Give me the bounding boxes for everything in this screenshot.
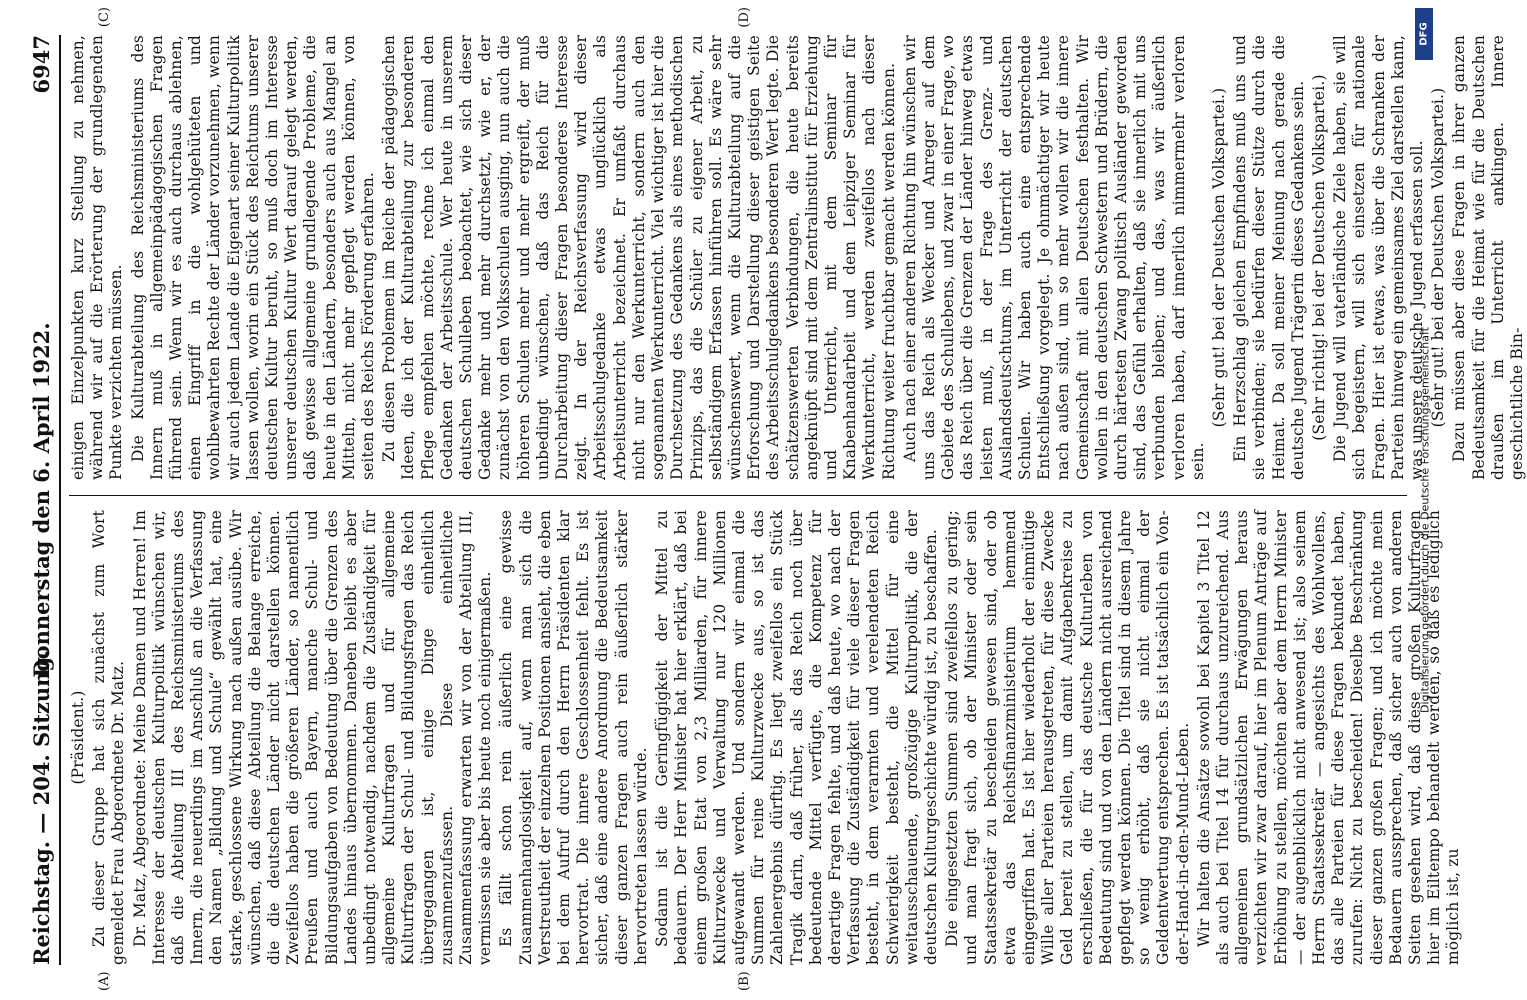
margin-marker-d: (D)	[737, 7, 752, 28]
paragraph: Die Kulturabteilung des Reichsministeriums des Innern muß in allgemeinpädagogischen Fragen führend sein. Wenn wir es auch durchaus ablehnen, einen Eingriff in die wohlgehüteten und wohlbewahrten Rechte der Länder vorzunehmen, wenn wir auch jedem Lande die Eigenart seiner Kulturpolitik lassen wollen, worin ein Stück des Reichtums unserer deutschen Kultur beruht, so muß doch im Interesse unserer deutschen Kultur Wert darauf gelegt werden, daß gewisse allgemeine grundlegende Probleme, die heute in den Ländern, besonders auch aus Mangel an Mitteln, nicht mehr gepflegt werden können, von seiten des Reichs Förderung erfahren.	[128, 35, 378, 480]
funding-note	[1418, 70, 1432, 970]
margin-marker-b: (B)	[737, 971, 752, 991]
funding-note-text: Digitalisierung gefördert durch die Deutsche Forschungsgemeinschaft	[1418, 327, 1432, 713]
paragraph: Zu diesen Problemen im Reiche der pädagogischen Ideen, die ich der Kulturabteilung zur besonderen Pflege empfehlen möchte, rechne ich einmal den Gedanken der Arbeitsschule. Wer heute in unserem deutschen Schulleben beobachtet, wie sich dieser Gedanke mehr und mehr durchsetzt, wie er, der zunächst von den Volksschulen ausging, nun auch die höheren Schulen mehr und mehr ergreift, der muß unbedingt wünschen, daß das Reich für die Durcharbeitung dieser Fragen besonderes Interesse zeigt. In der Reichsverfassung wird dieser Arbeitsschulgedanke etwas unglücklich als Arbeitsunterricht bezeichnet. Er umfaßt durchaus nicht nur den Werkunterricht, sondern auch den sogenannten Werkunterricht. Viel wichtiger ist hier die Durchsetzung des Gedankens als eines methodischen Prinzips, das die Schüler zu eigener Arbeit, zu selbständigem Erfassen hinführen soll. Es wäre sehr wünschenswert, wenn die Kulturabteilung auf die Erforschung und Darstellung dieser geistigen Seite des Arbeitsschulgedankens besonderen Wert legte. Die schätzenswerten Verbindungen, die heute bereits angeknüpft sind mit dem Zentralinstitut für Erziehung und Unterricht, mit dem Seminar für Knabenhandarbeit und dem Leipziger Seminar für Werkunterricht, werden zweifellos nach dieser Richtung weiter fruchtbar gemacht werden können.	[380, 35, 898, 480]
paragraph: Es fällt schon rein äußerlich eine gewisse Zusammenhanglosigkeit auf, wenn man sich die Verstreutheit der einzelnen Positionen ansieht, die eben bei dem Aufruf durch den Herrn Präsidenten klar hervortrat. Die innere Geschlossenheit fehlt. Es ist sicher, daß eine andere Anordnung die Bedeutsamkeit dieser ganzen Fragen auch rein äußerlich stärker hervortreten lassen würde.	[497, 510, 650, 965]
paragraph: Die Jugend will vaterländische Ziele haben, sie will sich begeistern, will sich einsetzen für nationale Fragen. Hier ist etwas, was über die Schranken der Parteien hinweg ein gemeinsames Ziel darstellen kann, was unsere deutsche Jugend erfassen soll.	[1331, 35, 1427, 480]
paragraph: einigen Einzelpunkten kurz Stellung zu nehmen, während wir auf die Erörterung der grundlegenden Punkte verzichten müssen.	[69, 35, 126, 480]
paragraph: Auch nach einer anderen Richtung hin wünschen wir uns das Reich als Wecker und Anreger auf dem Gebiete des Schullebens, und zwar in einer Frage, wo das Reich über die Grenzen der Länder hinweg etwas leisten muß, in der Frage des Grenz- und Auslandsdeutschtums, im Unterricht der deutschen Schulen. Wir haben auch eine entsprechende Entschließung vorgelegt. Je ohnmächtiger wir heute nach außen sind, um so mehr wollen wir die innere Gemeinschaft mit allen Deutschen festhalten. Wir wollen in den deutschen Schwestern und Brüdern, die durch härtesten Zwang politisch Ausländer geworden sind, das Gefühl erhalten, daß sie innerlich mit uns verbunden bleiben; und das, was wir äußerlich verloren haben, darf innerlich nimmermehr verloren sein.	[900, 35, 1207, 480]
header-date: Donnerstag den 6. April 1922.	[29, 322, 54, 678]
paragraph: (Sehr gut! bei der Deutschen Volkspartei.)	[1429, 87, 1448, 428]
margin-marker-a: (A)	[97, 971, 112, 991]
column-rule	[69, 495, 1407, 496]
paragraph: Dr. Matz, Abgeordnete: Meine Damen und Herren! Im Interesse der deutschen Kulturpolitik wünschen wir, daß die Abteilung III des Reichsministeriums des Innern, die neuerdings im Anschluß an die Verfassung den Namen „Bildung und Schule“ gewählt hat, eine starke, geschlossene Wirkung nach außen ausübe. Wir wünschen, daß diese Abteilung die Belange erreiche, die die deutschen Länder nicht darstellen können. Zweifellos haben die größeren Länder, so namentlich Preußen und auch Bayern, manche Schul- und Bildungsaufgaben von Bedeutung über die Grenzen des Landes hinaus übernommen. Daneben bleibt es aber unbedingt notwendig, nachdem die Zuständigkeit für allgemeine Kulturfragen und für allgemeine Kulturfragen der Schul- und Bildungsfragen das Reich übergegangen ist, einige Dinge einheitlich zusammenzufassen. Diese einheitliche Zusammenfassung erwarten wir von der Abteilung III, vermissen sie aber bis heute noch einigermaßen.	[130, 510, 495, 965]
paragraph: Sodann ist die Geringfügigkeit der Mittel zu bedauern. Der Herr Minister hat hier erklärt, daß bei einem großen Etat von 2,3 Milliarden, für innere Kulturzwecke und Verwaltung nur 120 Millionen aufgewandt werden. Und sondern wir einmal die Summen für reine Kulturzwecke aus, so ist das Zahlenergebnis dürftig. Es liegt zweifellos ein Stück Tragik darin, daß früher, als das Reich noch über bedeutende Mittel verfügte, die Kompetenz für derartige Fragen fehlte, und daß heute, wo nach der Verfassung die Zuständigkeit für viele dieser Fragen besteht, in dem verarmten und verelendeten Reich Schwierigkeit besteht, die Mittel für eine weitausschauende, großzügige Kulturpolitik, die der deutschen Kulturgeschichte würdig ist, zu beschaffen.	[653, 510, 940, 965]
paragraph: Zu dieser Gruppe hat sich zunächst zum Wort gemeldet Frau Abgeordnete Dr. Matz.	[90, 510, 128, 965]
margin-marker-c: (C)	[97, 7, 112, 28]
paragraph: Die eingesetzten Summen sind zweifellos zu gering; und man fragt sich, ob der Minister oder sein Staatssekretär zu bescheiden gewesen sind, oder ob etwa das Reichsfinanzministerium hemmend eingegriffen hat. Es ist hier wiederholt der einmütige Wille aller Parteien herausgetreten, für diese Zwecke Geld bereit zu stellen, um damit Aufgabenkreise zu erschließen, die für das deutsche Kulturleben von Bedeutung sind und von den Ländern nicht ausreichend gepflegt werden können. Die Titel sind in diesem Jahre so wenig erhöht, daß sie nicht einmal der Geldentwertung entsprechen. Es ist tatsächlich ein Von-der-Hand-in-den-Mund-Leben.	[943, 510, 1192, 965]
dfg-logo: DFG	[1415, 8, 1433, 60]
paragraph: (Sehr gut! bei der Deutschen Volkspartei.)	[1209, 87, 1228, 428]
page-number: 6947	[29, 35, 54, 94]
paragraph: Wir halten die Ansätze sowohl bei Kapitel 3 Titel 12 als auch bei Titel 14 für durchaus unzureichend. Aus allgemeinen grundsätzlichen Erwägungen heraus verzichten wir zwar darauf, hier im Plenum Anträge auf Erhöhung zu stellen, möchten aber dem Herrn Minister — der augenblicklich nicht anwesend ist; also seinem Herrn Staatssekretär — angesichts des Wohlwollens, das alle Parteien für diese Fragen bekundet haben, zurufen: Nicht zu bescheiden! Dieselbe Beschränkung dieser ganzen großen Fragen; und ich möchte mein Bedauern aussprechen, daß sicher auch von anderen Seiten gesehen wird, daß diese großen Kulturfragen hier im Eiltempo behandelt werden, so daß es lediglich möglich ist, zu	[1194, 510, 1463, 965]
paragraph: Dazu müssen aber diese Fragen in ihrer ganzen Bedeutsamkeit für die Heimat wie für die Deutschen draußen im Unterricht anklingen. Innere geschichtliche Bin-	[1450, 35, 1527, 480]
paragraph: (Sehr richtig! bei der Deutschen Volkspartei.)	[1310, 74, 1328, 441]
header-session: Reichstag. — 204. Sitzung.	[29, 649, 54, 965]
page-header	[25, 35, 61, 965]
paragraph: (Präsident.)	[69, 690, 87, 785]
paragraph: Ein Herzschlag gleichen Empfindens muß uns und sie verbinden; sie bedürfen dieser Stütze durch die Heimat. Da soll meiner Meinung nach gerade die deutsche Jugend Trägerin dieses Gedankens sein.	[1231, 35, 1307, 480]
right-column	[69, 35, 1527, 480]
